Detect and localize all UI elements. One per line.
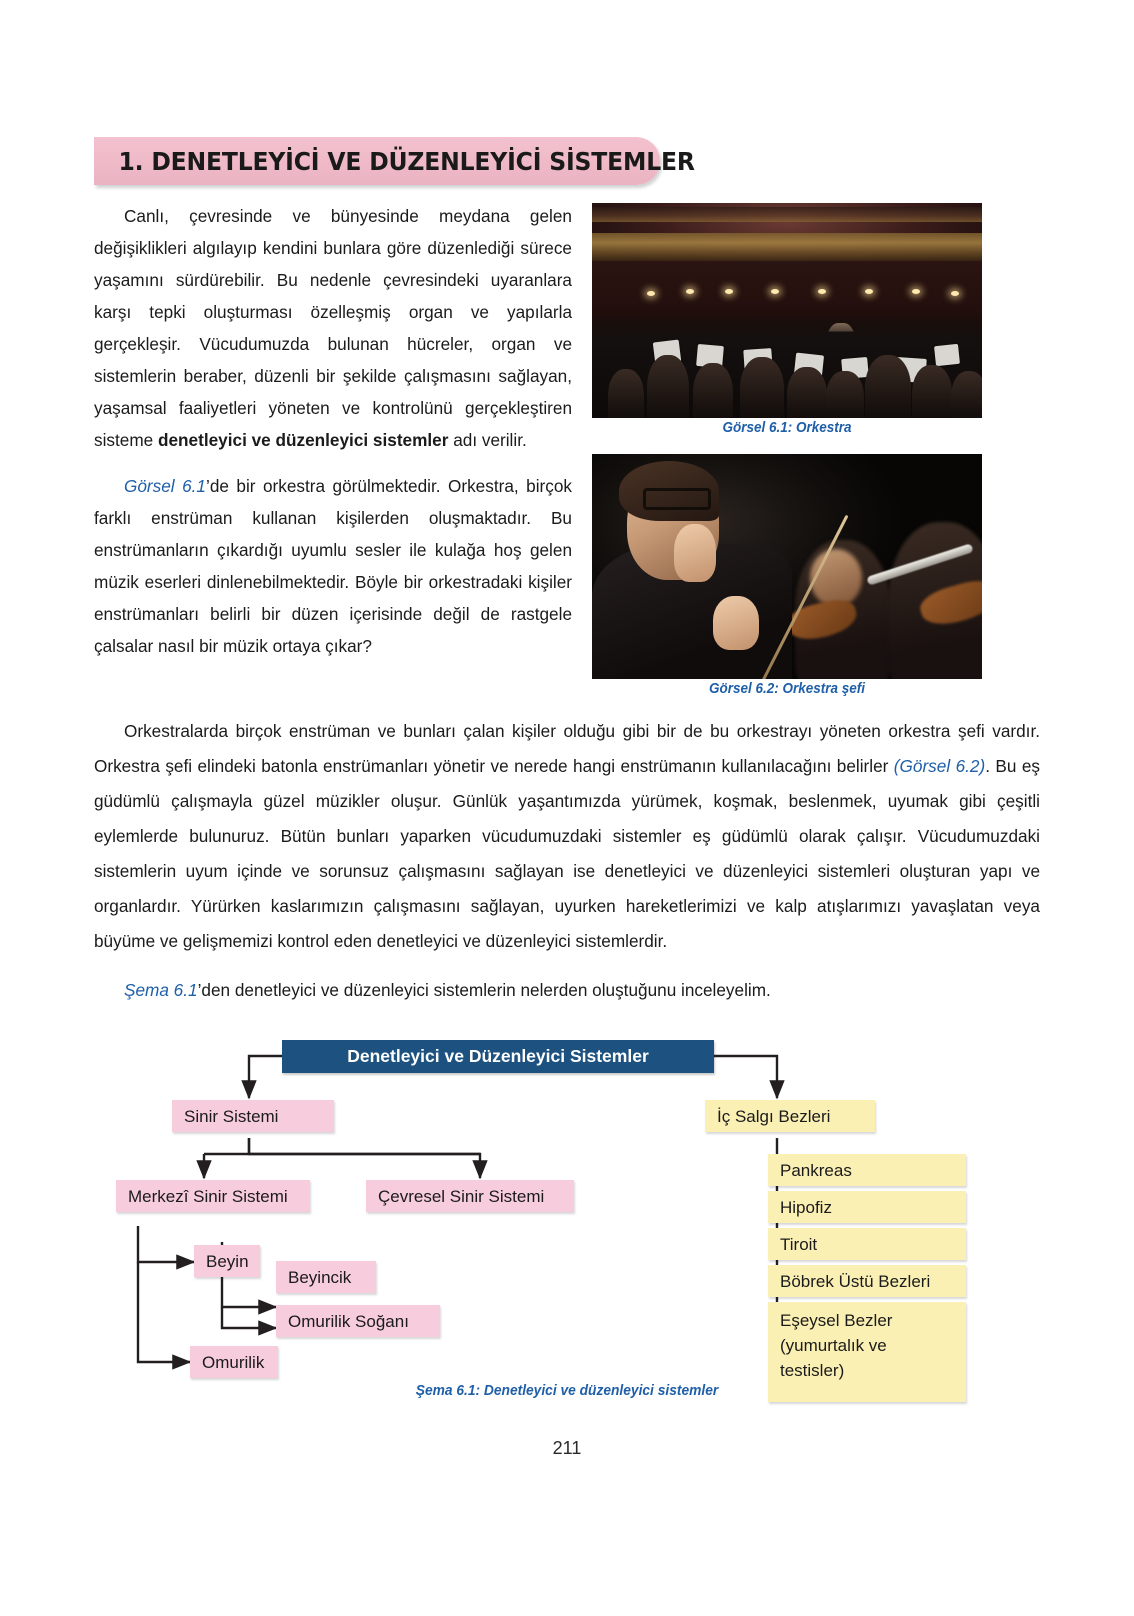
diagram-node-sinir-sistemi: Sinir Sistemi: [172, 1100, 334, 1132]
left-text-column: [94, 200, 572, 676]
section-heading-banner: [94, 137, 695, 185]
conductor-photo: [592, 454, 982, 679]
diagram-node-cevresel-sinir-sistemi: Çevresel Sinir Sistemi: [366, 1180, 574, 1212]
diagram-node-merkezi-sinir-sistemi: Merkezî Sinir Sistemi: [116, 1180, 310, 1212]
paragraph-1-text-b: adı verilir.: [448, 430, 527, 450]
paragraph-2-text: ’de bir orkestra görülmektedir. Orkestra, birçok farklı enstrüman kullanan kişilerden oluşmaktadır. Bu enstrümanların çıkardığı uyumlu sesler ile kulağa hoş gelen müzik eserleri dinlenebilmektedir. Böyle bir orkestradaki kişiler enstrümanları belirli bir düzen içerisinde değil de rastgele çalsalar nasıl bir müzik ortaya çıkar?: [94, 476, 572, 656]
page-title: 1. DENETLEYİCİ VE DÜZENLEYİCİ SİSTEMLER: [118, 146, 695, 176]
paragraph-1-bold-term: denetleyici ve düzenleyici sistemler: [158, 430, 449, 450]
orchestra-photo: [592, 203, 982, 418]
diagram-node-root: Denetleyici ve Düzenleyici Sistemler: [282, 1040, 714, 1073]
conductor-right-hand: [713, 596, 759, 650]
diagram-node-beyin: Beyin: [194, 1245, 260, 1277]
paragraph-1-text-a: Canlı, çevresinde ve bünyesinde meydana gelen değişiklikleri algılayıp kendini bunlara göre düzenlediği sürece yaşamını sürdürebilir. Bu nedenle çevresindeki uyaranlara karşı tepki oluşturması özelleşmiş organ ve yapılarla gerçekleşir. Vücudumuzda bulunan hücreler, organ ve sistemlerin beraber, düzenli bir şekilde çalışmasını sağlayan, yaşamsal faaliyetleri yöneten ve kontrolünü gerçekleştiren sisteme: [94, 206, 572, 450]
diagram-node-bobrek-ustu-bezleri: Böbrek Üstü Bezleri: [768, 1265, 966, 1297]
paragraph-3-text-b: . Bu eş güdümlü çalışmayla güzel müzikler oluşur. Günlük yaşantımızda yürümek, koşmak, beslenmek, uyumak gibi çeşitli eylemlerde bulunuruz. Bütün bunları yaparken vücudumuzdaki sistemler eş güdümlü olarak çalışır. Vücudumuzdaki sistemlerin uyum içinde ve sorunsuz çalışmasını sağlayan ise denetleyici ve düzenleyici sistemleri oluşturan yapı ve organlardır. Yürürken kaslarımızın çalışmasını sağlayan, uyurken hareketlerimizi ve kalp atışlarımızı yavaşlatan veya büyüme ve gelişmemizi kontrol eden denetleyici ve düzenleyici sistemlerdir.: [94, 756, 1040, 951]
page-number: 211: [552, 1438, 582, 1458]
conductor-left-hand: [674, 524, 716, 582]
diagram-node-eseysel-bezler: Eşeysel Bezler (yumurtalık ve testisler): [768, 1302, 966, 1402]
diagram-node-hipofiz: Hipofiz: [768, 1191, 966, 1223]
schema-caption: Şema 6.1: Denetleyici ve düzenleyici sistemler: [415, 1383, 719, 1399]
paragraph-4-text: ’den denetleyici ve düzenleyici sistemlerin nelerden oluştuğunu inceleyelim.: [197, 980, 771, 1000]
figure-reference-6-2: (Görsel 6.2): [893, 756, 986, 776]
paragraph-3: [94, 714, 1040, 959]
figure-caption-6-2: Görsel 6.2: Orkestra şefi: [709, 681, 865, 697]
upper-balcony: [592, 207, 982, 222]
diagram-node-beyincik: Beyincik: [276, 1261, 376, 1293]
diagram-node-ic-salgi-bezleri: İç Salgı Bezleri: [705, 1100, 875, 1132]
paragraph-1: [94, 200, 572, 456]
glasses-icon: [643, 488, 711, 510]
diagram-node-tiroit: Tiroit: [768, 1228, 966, 1260]
full-width-text-block: [94, 714, 1040, 1022]
diagram-node-omurilik: Omurilik: [190, 1346, 278, 1378]
schema-reference-6-1: Şema 6.1: [124, 980, 198, 1000]
balcony-rail: [592, 233, 982, 261]
paragraph-4: [94, 973, 1040, 1008]
schema-diagram: [94, 1030, 1040, 1390]
figure-caption-6-1: Görsel 6.1: Orkestra: [722, 420, 852, 436]
figure-reference-6-1: Görsel 6.1: [124, 476, 206, 496]
diagram-node-omurilik-sogani: Omurilik Soğanı: [276, 1305, 440, 1337]
diagram-node-pankreas: Pankreas: [768, 1154, 966, 1186]
paragraph-2: [94, 470, 572, 662]
paragraph-3-text-a: Orkestralarda birçok enstrüman ve bunları çalan kişiler olduğu gibi bir de bu orkestrayı yöneten orkestra şefi vardır. Orkestra şefi elindeki batonla enstrümanları yönetir ve nerede hangi enstrümanın kullanılacağını belirler: [94, 721, 1040, 776]
